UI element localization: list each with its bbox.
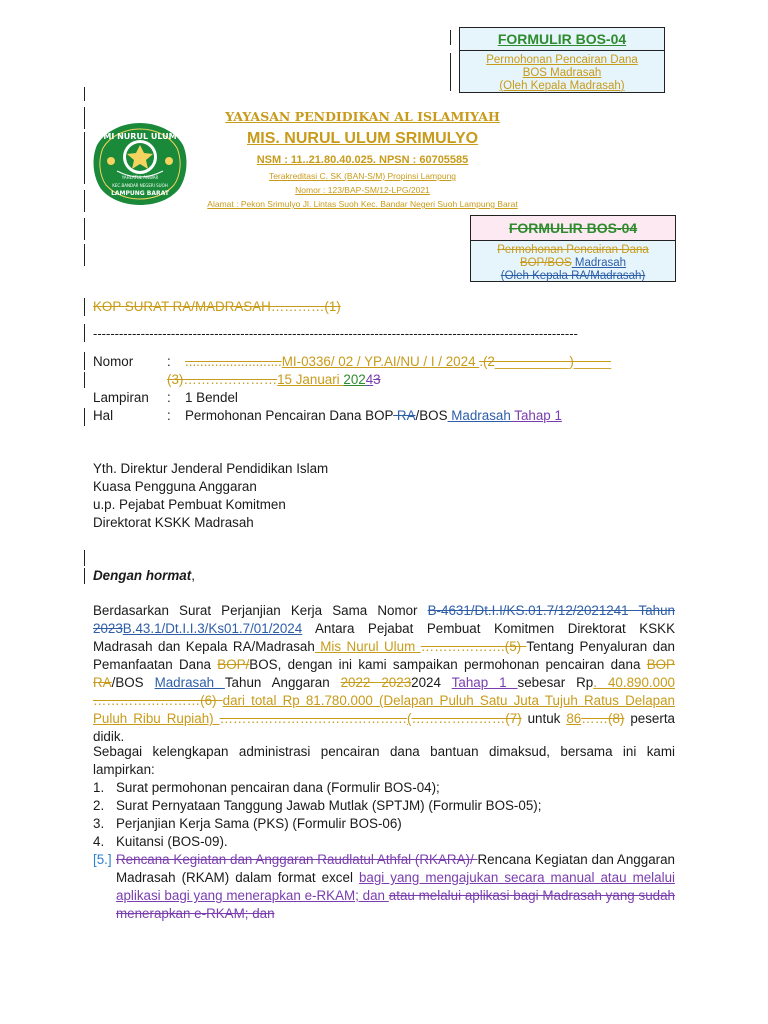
- lampiran-colon: :: [167, 390, 171, 405]
- nomor-del2: .(2__________)_____: [479, 354, 612, 369]
- logo-bottom-small: KEC.BANDAR NEGERI SUOH: [112, 183, 168, 188]
- second-form-line2: [471, 257, 675, 270]
- hal-ins1: Madrasah: [447, 408, 511, 423]
- school-logo: [93, 121, 187, 207]
- top-form-body: [460, 51, 664, 93]
- revision-bar: [84, 298, 85, 316]
- p1-t1: Berdasarkan Surat Perjanjian Kerja Sama Nomor: [93, 603, 428, 618]
- list-item-num: 3.: [93, 816, 105, 831]
- logo-bottom-big: LAMPUNG BARAT: [111, 190, 169, 197]
- p1-del4: BOP RA: [93, 657, 675, 690]
- revision-bar: [84, 352, 85, 370]
- list-item-5-num: [5.]: [93, 852, 112, 867]
- list-item-text: Kuitansi (BOS-09).: [116, 834, 228, 849]
- item5-del1: Rencana Kegiatan dan Anggaran Raudlatul Athfal (RKARA)/: [116, 852, 478, 867]
- p1-ins6: dari total Rp: [222, 693, 300, 708]
- revision-bar: [84, 132, 85, 184]
- list-item-text: Perjanjian Kerja Sama (PKS) (Formulir BOS-06): [116, 816, 402, 831]
- list-item: [93, 797, 675, 815]
- school-name: MIS. NURUL ULUM SRIMULYO: [246, 130, 479, 147]
- p1-ins5: . 40.890.000: [593, 675, 675, 690]
- revision-bar: [84, 372, 85, 388]
- hal-del: RA: [393, 408, 416, 423]
- second-form-body: [471, 241, 675, 283]
- revision-bar: [84, 218, 85, 240]
- revision-bar: [84, 87, 85, 101]
- date-year-green: 202: [343, 372, 366, 387]
- hal-label: Hal: [93, 408, 114, 423]
- p1-ins4: Tahap 1: [451, 675, 518, 690]
- p1-t3: Tentang Penyaluran dan Pemanfaatan Dana: [93, 639, 675, 672]
- revision-bar: [84, 107, 85, 129]
- nomor-colon: :: [167, 354, 171, 369]
- list-item-num: 2.: [93, 798, 105, 813]
- nomor-ins: MI-0336/ 02 / YP.AI/NU / I / 2024: [281, 354, 480, 369]
- date-del: (3)…………………: [167, 372, 278, 387]
- list-item-text: Surat permohonan pencairan dana (Formulir BOS-04);: [116, 780, 440, 795]
- p1-del7: ……………………………………: [219, 711, 408, 726]
- revision-bar: [84, 190, 85, 212]
- list-item: [93, 815, 675, 833]
- recipient-block: [93, 460, 328, 532]
- second-form-line2-ins: Madrasah: [571, 257, 627, 269]
- list-item-5: [116, 851, 675, 923]
- list-item-num: 4.: [93, 834, 105, 849]
- p1-del2: ……………….(5): [420, 639, 527, 654]
- school-accreditation: Terakreditasi C. SK (BAN-S/M) Propinsi Lampung: [268, 171, 457, 181]
- list-item: [93, 779, 675, 797]
- revision-bar: [450, 30, 451, 45]
- p1-ins1: B.43.1/Dt.I.I.3/Ks01.7/01/2024: [122, 621, 303, 636]
- date-value: [167, 371, 381, 389]
- item5-t1: Rencana Kegiatan dan Anggaran Madrasah (RKAM) dalam format excel: [116, 852, 675, 885]
- date-year-del: 3: [373, 372, 381, 387]
- revision-bar: [84, 324, 85, 342]
- list-item: [93, 833, 675, 851]
- p1-t2: Antara Pejabat Pembuat Komitmen Direktorat KSKK Madrasah dan Kepala RA/Madrasah: [93, 621, 675, 654]
- greeting-comma: ,: [191, 568, 195, 583]
- hal-value: [185, 407, 562, 425]
- list-item-text: Surat Pernyataan Tanggung Jawab Mutlak (SPTJM) (Formulir BOS-05);: [116, 798, 542, 813]
- second-form-line1: Permohonan Pencairan Dana: [497, 244, 649, 256]
- top-form-title: FORMULIR BOS-04: [460, 28, 664, 51]
- greeting: [93, 567, 195, 585]
- p1-t9: untuk: [521, 711, 567, 726]
- p1-ins2: Mis Nurul Ulum: [314, 639, 421, 654]
- p1-del1: B-4631/Dt.I.I/KS.01.7/12/2021241 Tahun 2023: [93, 603, 675, 636]
- p1-t8: sebesar Rp: [517, 675, 594, 690]
- revision-bar: [84, 408, 85, 426]
- revision-bar: [84, 244, 85, 266]
- school-nsm: NSM : 11..21.80.40.025. NPSN : 60705585: [256, 154, 469, 166]
- school-address: Alamat : Pekon Srimulyo Jl. Lintas Suoh Kec. Bandar Negeri Suoh Lampung Barat: [207, 199, 518, 209]
- second-form-title: FORMULIR BOS-04: [471, 216, 675, 241]
- logo-inner-text: YAHLATUL ANWAR: [121, 175, 159, 180]
- p1-t7: 2024: [411, 675, 452, 690]
- date-ins: 15 Januari: [277, 372, 344, 387]
- attachment-list: [93, 779, 675, 851]
- top-form-line1: Permohonan Pencairan Dana: [486, 54, 638, 66]
- second-form-line2-del: BOP/BOS: [519, 257, 572, 269]
- hal-ins2: Tahap 1: [510, 408, 562, 423]
- hal-text2: /BOS: [415, 408, 448, 423]
- list-item-num: 1.: [93, 780, 105, 795]
- p1-t4: BOS, dengan ini kami sampaikan permohonan pencairan dana: [249, 657, 647, 672]
- greeting-text: Dengan hormat: [93, 568, 192, 583]
- lampiran-label: Lampiran: [93, 390, 149, 405]
- paragraph-1: [93, 602, 675, 746]
- p1-ins8: (: [407, 711, 412, 726]
- revision-bar: [450, 53, 451, 91]
- letterhead: [190, 108, 535, 211]
- item5-ins1: bagi yang mengajukan secara manual atau melalui aplikasi bagi yang menerapkan e-RKAM; dan: [116, 870, 675, 903]
- p1-t5: /BOS: [111, 675, 155, 690]
- p1-ins7: 81.780.000 (Delapan Puluh Satu Juta Tujuh Ratus Delapan Puluh Ribu Rupiah): [93, 693, 675, 726]
- recipient-line: Kuasa Pengguna Anggaran: [93, 479, 257, 494]
- revision-bar: [84, 568, 85, 584]
- p1-ins3: Madrasah: [154, 675, 225, 690]
- dashed-separator: ----------------------------------------------------------------------------------------------------------------: [93, 326, 578, 341]
- recipient-line: Yth. Direktur Jenderal Pendidikan Islam: [93, 461, 329, 476]
- p1-t6: Tahun Anggaran: [224, 675, 341, 690]
- lampiran-value: 1 Bendel: [185, 390, 238, 405]
- top-form-line2: BOS Madrasah: [522, 67, 602, 79]
- revision-bar: [84, 550, 85, 566]
- hal-colon: :: [167, 408, 171, 423]
- recipient-line: u.p. Pejabat Pembuat Komitmen: [93, 497, 286, 512]
- kop-surat: KOP SURAT RA/MADRASAH…………(1): [93, 299, 341, 314]
- p1-del6: ……………………(6): [93, 693, 223, 708]
- p1-del9: ……(8): [581, 711, 625, 726]
- top-form-line3: (Oleh Kepala Madrasah): [499, 80, 625, 92]
- paragraph-2: Sebagai kelengkapan administrasi pencairan dana bantuan dimaksud, bersama ini kami lampirkan:: [93, 744, 675, 777]
- p1-t10: peserta didik.: [93, 711, 676, 744]
- second-form-box: [470, 215, 676, 282]
- school-number: Nomor : 123/BAP-SM/12-LPG/2021: [295, 185, 430, 195]
- logo-arc-text: MI NURUL ULUM: [103, 132, 177, 141]
- p1-del5: 2022 2023: [340, 675, 412, 690]
- item5-del2: atau melalui aplikasi bagi Madrasah yang sudah menerapkan e-RKAM; dan: [116, 888, 675, 921]
- nomor-label: Nomor: [93, 354, 134, 369]
- foundation-name: YAYASAN PENDIDIKAN AL ISLAMIYAH: [225, 109, 500, 124]
- nomor-del1: ..........................: [185, 354, 282, 369]
- top-form-box: [459, 27, 665, 93]
- nomor-value: [185, 353, 675, 371]
- p1-del8: …………………(7): [411, 711, 522, 726]
- recipient-line: Direktorat KSKK Madrasah: [93, 515, 254, 530]
- date-year-purple: 4: [365, 372, 374, 387]
- hal-text1: Permohonan Pencairan Dana BOP: [185, 408, 394, 423]
- p1-del3: BOP/: [217, 657, 250, 672]
- second-form-line3: (Oleh Kepala RA/Madrasah): [500, 270, 646, 282]
- p1-ins9: 86: [566, 711, 582, 726]
